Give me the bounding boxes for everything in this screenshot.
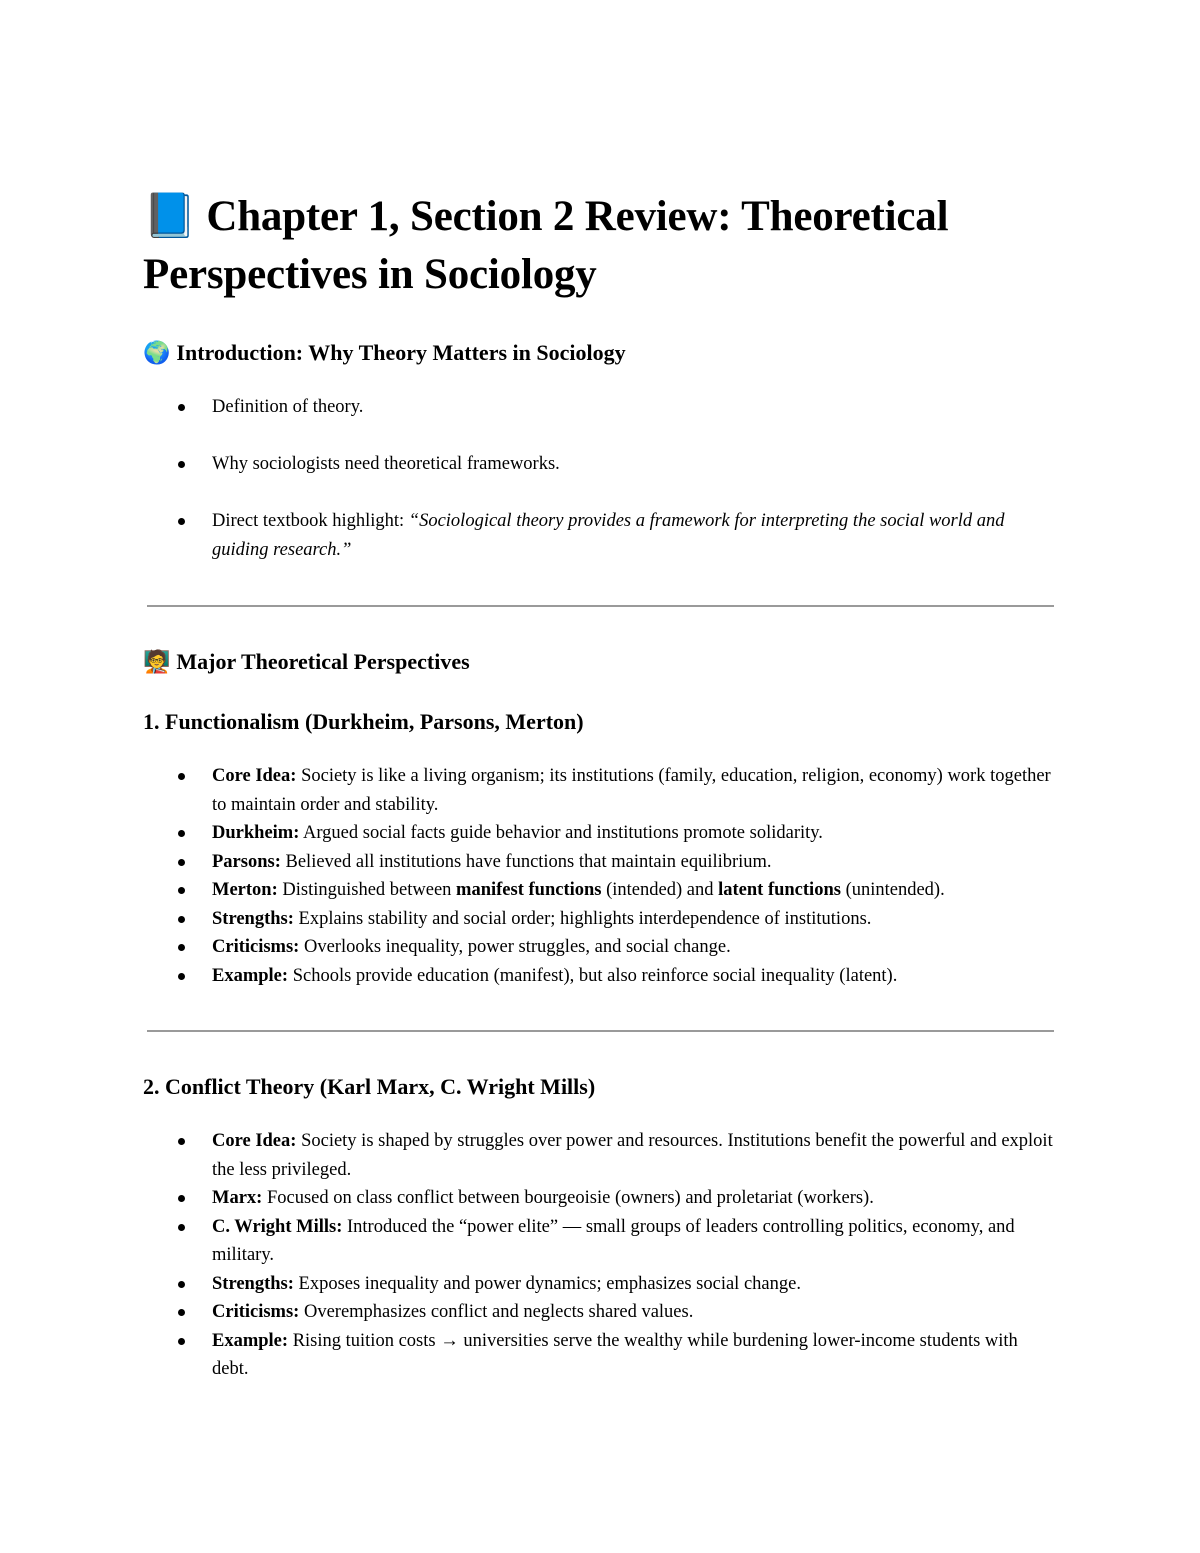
list-item — [143, 1127, 1055, 1184]
list-item — [143, 1298, 1055, 1327]
item-text: (unintended). — [840, 880, 945, 900]
item-text: Focused on class conflict between bourgeoisie (owners) and proletariat (workers). — [262, 1188, 874, 1208]
item-text: Society is shaped by struggles over power and resources. Institutions benefit the powerful and exploit the less privileged. — [212, 1131, 1053, 1180]
item-label: Durkheim: — [212, 823, 300, 843]
item-text: Overlooks inequality, power struggles, and social change. — [299, 937, 731, 957]
item-label: Parsons: — [212, 851, 281, 872]
list-item — [143, 962, 1055, 991]
list-item — [143, 819, 1055, 848]
item-label: Example: — [212, 965, 289, 986]
major-perspectives-heading — [143, 647, 1055, 677]
item-label: C. Wright Mills: — [212, 1216, 343, 1237]
list-item-text: Direct textbook highlight: — [212, 511, 409, 531]
page-title — [143, 188, 1055, 304]
latent-functions-term: latent functions — [718, 880, 841, 900]
item-text: Schools provide education (manifest), but also reinforce social inequality (latent). — [288, 965, 898, 986]
item-label: Merton: — [212, 880, 278, 900]
list-item-text: Why sociologists need theoretical frameworks. — [212, 454, 560, 474]
major-perspectives-heading-text: Major Theoretical Perspectives — [176, 649, 470, 674]
item-label: Strengths: — [212, 908, 294, 929]
list-item — [143, 393, 1055, 422]
item-text: Explains stability and social order; highlights interdependence of institutions. — [293, 908, 872, 929]
list-item — [143, 1213, 1055, 1270]
item-label: Example: — [212, 1330, 289, 1351]
item-label: Strengths: — [212, 1273, 294, 1294]
item-text: Exposes inequality and power dynamics; emphasizes social change. — [293, 1273, 801, 1294]
conflict-theory-heading: 2. Conflict Theory (Karl Marx, C. Wright Mills) — [143, 1074, 596, 1099]
item-text: Overemphasizes conflict and neglects shared values. — [299, 1302, 694, 1322]
document-page — [143, 188, 1055, 1384]
item-text: Introduced the “power elite” — small groups of leaders controlling politics, economy, and military. — [212, 1216, 1015, 1265]
list-item — [143, 507, 1055, 564]
item-text: Believed all institutions have functions that maintain equilibrium. — [280, 851, 772, 872]
item-text: Rising tuition costs → universities serve the wealthy while burdening lower-income students with debt. — [212, 1330, 1018, 1379]
list-item — [143, 933, 1055, 962]
blue-book-icon: 📘 — [143, 193, 197, 240]
list-item — [143, 1270, 1055, 1299]
teacher-icon: 🧑‍🏫 — [143, 649, 171, 674]
item-label: Criticisms: — [212, 1302, 300, 1322]
list-item — [143, 450, 1055, 479]
page-title-text: Chapter 1, Section 2 Review: Theoretical Perspectives in Sociology — [143, 193, 949, 298]
intro-list — [143, 393, 1055, 564]
item-text: Society is like a living organism; its institutions (family, education, religion, economy) work together to maintain order and stability. — [212, 766, 1051, 815]
item-label: Marx: — [212, 1188, 263, 1208]
list-item-text: Definition of theory. — [212, 397, 364, 417]
item-label: Criticisms: — [212, 937, 300, 957]
globe-icon: 🌍 — [143, 340, 171, 365]
item-label: Core Idea: — [212, 766, 297, 786]
list-item — [143, 1327, 1055, 1384]
item-text: (intended) and — [601, 880, 719, 900]
list-item — [143, 876, 1055, 905]
functionalism-list — [143, 762, 1055, 990]
manifest-functions-term: manifest functions — [456, 880, 602, 900]
intro-heading — [143, 338, 1055, 368]
textbook-quote: “Sociological theory provides a framework for interpreting the social world and guiding research.” — [212, 511, 1005, 560]
conflict-theory-list — [143, 1127, 1055, 1384]
list-item — [143, 905, 1055, 934]
list-item — [143, 762, 1055, 819]
list-item — [143, 848, 1055, 877]
item-label: Core Idea: — [212, 1131, 297, 1151]
functionalism-heading: 1. Functionalism (Durkheim, Parsons, Merton) — [143, 709, 584, 734]
list-item — [143, 1184, 1055, 1213]
intro-heading-text: Introduction: Why Theory Matters in Sociology — [176, 340, 626, 365]
item-text: Distinguished between — [277, 880, 457, 900]
item-text: Argued social facts guide behavior and institutions promote solidarity. — [299, 823, 823, 843]
